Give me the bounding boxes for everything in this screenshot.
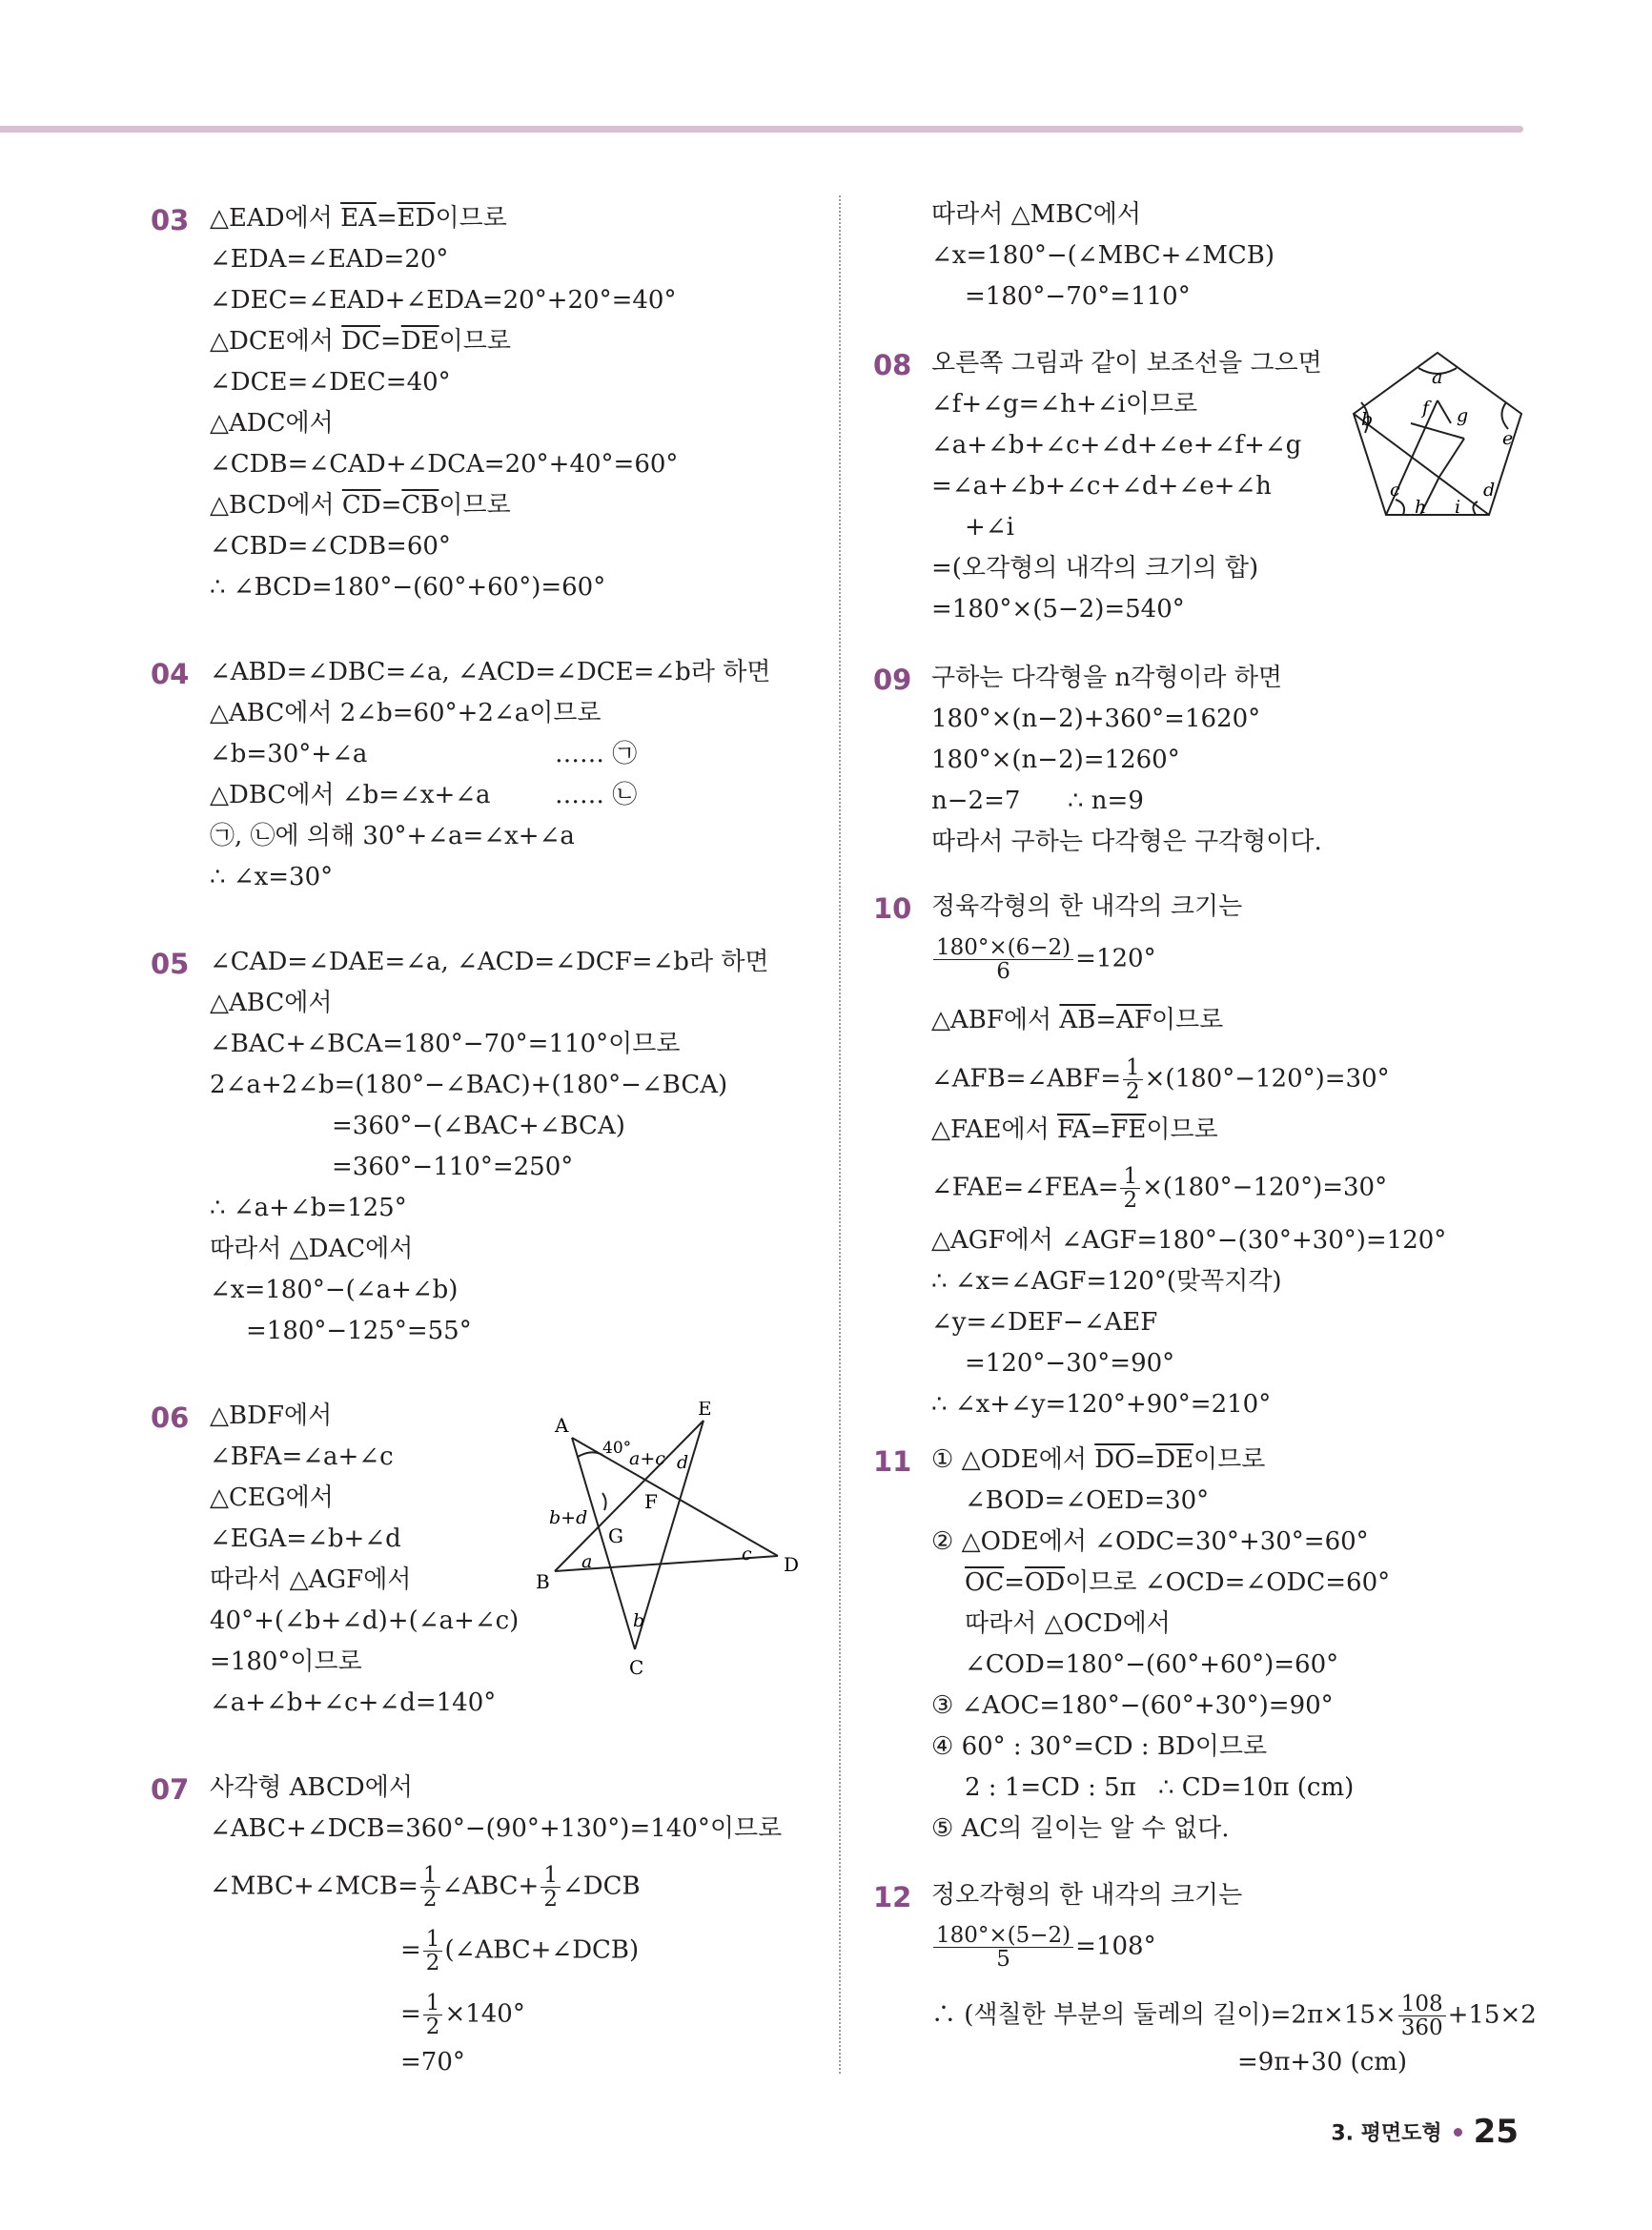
vertex-label-G: G	[608, 1524, 623, 1547]
solution-line	[400, 1928, 639, 1974]
fraction-denominator: 360	[1400, 2015, 1443, 2040]
text-span: =	[400, 1935, 421, 1965]
angle-label-c: c	[742, 1544, 752, 1565]
angle-label-i: i	[1455, 497, 1461, 518]
problem-number: 06	[151, 1401, 190, 1434]
text-span: ×(180°−120°)=30°	[1144, 1064, 1390, 1094]
fraction	[933, 1924, 1073, 1971]
vertex-label-E: E	[698, 1401, 712, 1420]
angle-label-e: e	[1502, 428, 1514, 449]
page-number: 25	[1473, 2113, 1519, 2151]
fraction-numerator: 1	[423, 1992, 443, 2015]
top-decorative-bar	[0, 126, 1523, 133]
solution-line: △DCE에서 $\overline{DC}=\overline{DE}$이므로	[210, 327, 511, 356]
solution-line: ∴ CD=10π (cm)	[1158, 1773, 1355, 1802]
solution-line: ㉠, ㉡에 의해 30°+∠a=∠x+∠a	[210, 822, 575, 850]
problem-number: 03	[151, 204, 190, 236]
solution-line: △CEG에서	[210, 1483, 334, 1512]
angle-arc-e	[1501, 402, 1508, 429]
fraction-denominator: 2	[422, 1887, 438, 1912]
problem-number: 04	[151, 658, 190, 690]
solution-line: ∠a+∠b+∠c+∠d=140°	[210, 1688, 497, 1717]
solution-line: =360°−110°=250°	[332, 1153, 574, 1181]
solution-line: 정육각형의 한 내각의 크기는	[931, 892, 1243, 921]
solution-line: =70°	[400, 2048, 465, 2077]
fraction	[423, 1928, 443, 1974]
angle-label-f: f	[1422, 398, 1430, 419]
text-span: (∠ABC+∠DCB)	[444, 1935, 640, 1965]
text-span: ∠FAE=∠FEA=	[931, 1173, 1119, 1202]
angle-label-a: a	[581, 1551, 593, 1572]
solution-line: △AGF에서 ∠AGF=180°−(30°+30°)=120°	[931, 1226, 1447, 1255]
fraction	[933, 936, 1073, 983]
solution-line: =180°−70°=110°	[965, 282, 1191, 311]
solution-line: ∠f+∠g=∠h+∠i이므로	[931, 390, 1198, 419]
fraction-numerator: 1	[420, 1864, 440, 1888]
solution-line: 2 : 1=CD : 5π	[965, 1773, 1136, 1802]
problem-number: 05	[151, 948, 190, 980]
solution-line: △ABC에서	[210, 989, 333, 1017]
angle-label-a: a	[1432, 367, 1443, 388]
solution-line: =180°−125°=55°	[246, 1317, 472, 1345]
problem-number: 09	[873, 664, 912, 696]
solution-line: △FAE에서 $\overline{FA}=\overline{FE}$이므로	[931, 1115, 1218, 1144]
vertex-label-C: C	[629, 1656, 644, 1678]
text-span: ∠AFB=∠ABF=	[931, 1064, 1121, 1094]
solution-line: ⑤ AC의 길이는 알 수 없다.	[931, 1814, 1230, 1843]
text-span: +15×2	[1447, 2000, 1537, 2030]
solution-line: ∠b=30°+∠a	[210, 740, 368, 768]
solution-line: ∴ ∠BCD=180°−(60°+60°)=60°	[210, 573, 606, 602]
text-span: ∠DCB	[562, 1872, 641, 1901]
solution-line: △ABC에서 2∠b=60°+2∠a이므로	[210, 699, 602, 727]
solution-line: ∠ABC+∠DCB=360°−(90°+130°)=140°이므로	[210, 1814, 783, 1843]
solution-line: =9π+30 (cm)	[1237, 2048, 1408, 2077]
text-span: ∠MBC+∠MCB=	[210, 1872, 418, 1901]
fraction-numerator: 180°×(5−2)	[933, 1924, 1073, 1948]
problem-number: 11	[873, 1445, 912, 1478]
solution-line: ∴ ∠x=∠AGF=120°(맞꼭지각)	[931, 1267, 1282, 1296]
solution-line: ∠y=∠DEF−∠AEF	[931, 1308, 1158, 1337]
solution-line: ∠BFA=∠a+∠c	[210, 1442, 394, 1471]
solution-line: ∴ ∠x=30°	[210, 863, 334, 891]
solution-line: ∠x=180°−(∠a+∠b)	[210, 1276, 459, 1304]
solution-line: △DBC에서 ∠b=∠x+∠a	[210, 781, 491, 809]
fraction	[420, 1864, 440, 1911]
solution-line: 따라서 △MBC에서	[931, 200, 1141, 229]
solution-line: =180°이므로	[210, 1647, 362, 1676]
solution-line	[400, 1992, 525, 2038]
text-span: ×(180°−120°)=30°	[1142, 1173, 1388, 1202]
solution-line: ∴ ∠x+∠y=120°+90°=210°	[931, 1390, 1272, 1419]
solution-line: ② △ODE에서 ∠ODC=30°+30°=60°	[931, 1527, 1369, 1556]
solution-line: 따라서 △OCD에서	[965, 1609, 1171, 1638]
vertex-label-C-box	[622, 1655, 650, 1678]
angle-arc-d	[1473, 501, 1478, 515]
problem-number: 07	[151, 1773, 190, 1806]
solution-line: =360°−(∠BAC+∠BCA)	[332, 1112, 625, 1140]
solution-line: 사각형 ABCD에서	[210, 1773, 413, 1802]
fraction-numerator: 1	[1123, 1056, 1143, 1080]
vertex-label-A: A	[555, 1414, 569, 1437]
equation-marker: …… ㉡	[555, 781, 638, 809]
solution-line: ∠COD=180°−(60°+60°)=60°	[965, 1650, 1339, 1679]
solution-line: ∴ ∠a+∠b=125°	[210, 1194, 407, 1222]
angle-label-b: b	[633, 1610, 645, 1631]
angle-label-b: b	[1361, 409, 1374, 430]
solution-line: ∠EDA=∠EAD=20°	[210, 245, 449, 274]
problem-number: 08	[873, 349, 912, 381]
fraction-denominator: 2	[1126, 1079, 1140, 1104]
solution-line: 40°+(∠b+∠d)+(∠a+∠c)	[210, 1606, 520, 1635]
solution-line: △ABF에서 $\overline{AB}=\overline{AF}$이므로	[931, 1006, 1224, 1034]
solution-line: ∠CBD=∠CDB=60°	[210, 532, 451, 561]
solution-line	[931, 1056, 1390, 1103]
angle-label-d: d	[677, 1452, 689, 1473]
angle-mark-40	[578, 1452, 602, 1457]
star-pentagon-figure	[534, 1401, 810, 1659]
solution-line: ∠EGA=∠b+∠d	[210, 1524, 401, 1553]
text-span: ∴ (색칠한 부분의 둘레의 길이)=2π×15×	[931, 2000, 1397, 2030]
solution-line: 따라서 구하는 다각형은 구각형이다.	[931, 828, 1322, 856]
pentagon-figure	[1344, 345, 1535, 526]
vertex-label-B: B	[536, 1570, 550, 1593]
fraction-numerator: 1	[423, 1928, 443, 1952]
fraction-denominator: 2	[1123, 1188, 1138, 1213]
text-span: =108°	[1075, 1932, 1156, 1961]
solution-line: 따라서 △DAC에서	[210, 1235, 414, 1263]
problem-number: 12	[873, 1881, 912, 1913]
fraction-denominator: 2	[425, 2015, 440, 2039]
solution-line	[210, 1864, 641, 1911]
angle-label-a-plus-c: a+c	[629, 1448, 665, 1469]
solution-line	[931, 936, 1156, 983]
solution-line: ∠ABD=∠DBC=∠a, ∠ACD=∠DCE=∠b라 하면	[210, 658, 771, 686]
solution-line: =∠a+∠b+∠c+∠d+∠e+∠h	[931, 472, 1272, 501]
fraction-numerator: 1	[1120, 1165, 1140, 1189]
fraction	[423, 1992, 443, 2038]
star-line-3	[1438, 400, 1451, 423]
solution-line: =(오각형의 내각의 크기의 합)	[931, 554, 1259, 583]
solution-line: ③ ∠AOC=180°−(60°+30°)=90°	[931, 1691, 1334, 1720]
solution-line: ∴ n=9	[1068, 787, 1144, 815]
solution-line: ∠CAD=∠DAE=∠a, ∠ACD=∠DCF=∠b라 하면	[210, 948, 769, 976]
text-span: ∠ABC+	[441, 1872, 540, 1901]
problem-number: 10	[873, 892, 912, 925]
solution-line: △BCD에서 $\overline{CD}=\overline{CB}$이므로	[210, 491, 511, 520]
fraction-numerator: 108	[1398, 1993, 1446, 2016]
angle-label-c: c	[1390, 480, 1400, 501]
solution-line	[931, 1993, 1537, 2039]
solution-line	[931, 1165, 1387, 1212]
solution-line: =180°×(5−2)=540°	[931, 595, 1185, 624]
equation-marker: …… ㉠	[555, 740, 638, 768]
solution-line: ∠BOD=∠OED=30°	[965, 1486, 1210, 1515]
solution-line	[931, 1924, 1156, 1971]
text-span: ×140°	[444, 1999, 525, 2029]
text-span: =	[400, 1999, 421, 2029]
solution-line: ∠DCE=∠DEC=40°	[210, 368, 451, 397]
solution-line: ∠x=180°−(∠MBC+∠MCB)	[931, 241, 1275, 270]
separator-dot	[1454, 2128, 1462, 2137]
chapter-title: 3. 평면도형	[1331, 2121, 1442, 2146]
fraction	[1398, 1993, 1446, 2039]
fraction	[1123, 1056, 1143, 1103]
solution-line: $\overline{OC}=\overline{OD}$이므로 ∠OCD=∠ODC=60°	[965, 1568, 1391, 1597]
solution-line: =120°−30°=90°	[965, 1349, 1175, 1378]
solution-line: n−2=7	[931, 787, 1021, 815]
solution-line: ∠DEC=∠EAD+∠EDA=20°+20°=40°	[210, 286, 677, 315]
solution-line: 오른쪽 그림과 같이 보조선을 그으면	[931, 349, 1322, 378]
column-divider	[839, 195, 841, 2074]
angle-label-b-plus-d: b+d	[549, 1507, 588, 1528]
solution-line: 정오각형의 한 내각의 크기는	[931, 1881, 1243, 1910]
fraction-denominator: 5	[996, 1947, 1010, 1972]
solution-line: 따라서 △AGF에서	[210, 1565, 412, 1594]
fraction	[1120, 1165, 1140, 1212]
fraction	[540, 1864, 561, 1911]
angle-label-g: g	[1457, 405, 1469, 426]
solution-line: ∠CDB=∠CAD+∠DCA=20°+40°=60°	[210, 450, 679, 479]
solution-line: ∠BAC+∠BCA=180°−70°=110°이므로	[210, 1030, 681, 1058]
solution-line: 2∠a+2∠b=(180°−∠BAC)+(180°−∠BCA)	[210, 1071, 728, 1099]
solution-line: △BDF에서	[210, 1401, 333, 1430]
angle-mark-bd	[602, 1493, 606, 1510]
solution-line: 180°×(n−2)=1260°	[931, 746, 1180, 774]
fraction-denominator: 6	[996, 959, 1010, 984]
solution-line: 180°×(n−2)+360°=1620°	[931, 705, 1261, 733]
vertex-label-F: F	[644, 1490, 658, 1513]
fraction-numerator: 180°×(6−2)	[933, 936, 1073, 960]
solution-line: +∠i	[965, 513, 1014, 542]
text-span: =120°	[1075, 944, 1156, 973]
solution-line: ① △ODE에서 $\overline{DO}=\overline{DE}$이므로	[931, 1445, 1266, 1474]
fraction-denominator: 2	[543, 1887, 558, 1912]
star-line-5	[1439, 439, 1464, 477]
solution-line: 구하는 다각형을 n각형이라 하면	[931, 664, 1283, 692]
fraction-numerator: 1	[540, 1864, 561, 1888]
angle-arc-c	[1396, 500, 1404, 515]
angle-label-h: h	[1415, 497, 1427, 518]
solution-line: ∠a+∠b+∠c+∠d+∠e+∠f+∠g	[931, 431, 1302, 460]
vertex-label-D: D	[784, 1553, 800, 1576]
page-footer	[1331, 2113, 1519, 2151]
angle-label-d: d	[1483, 480, 1496, 501]
solution-line: △EAD에서 $\overline{EA}=\overline{ED}$이므로	[210, 204, 507, 233]
solution-line: ④ 60° : 30°=CD : BD이므로	[931, 1732, 1268, 1761]
fraction-denominator: 2	[425, 1951, 440, 1975]
angle-label-40: 40°	[602, 1439, 632, 1458]
solution-line: △ADC에서	[210, 409, 334, 438]
